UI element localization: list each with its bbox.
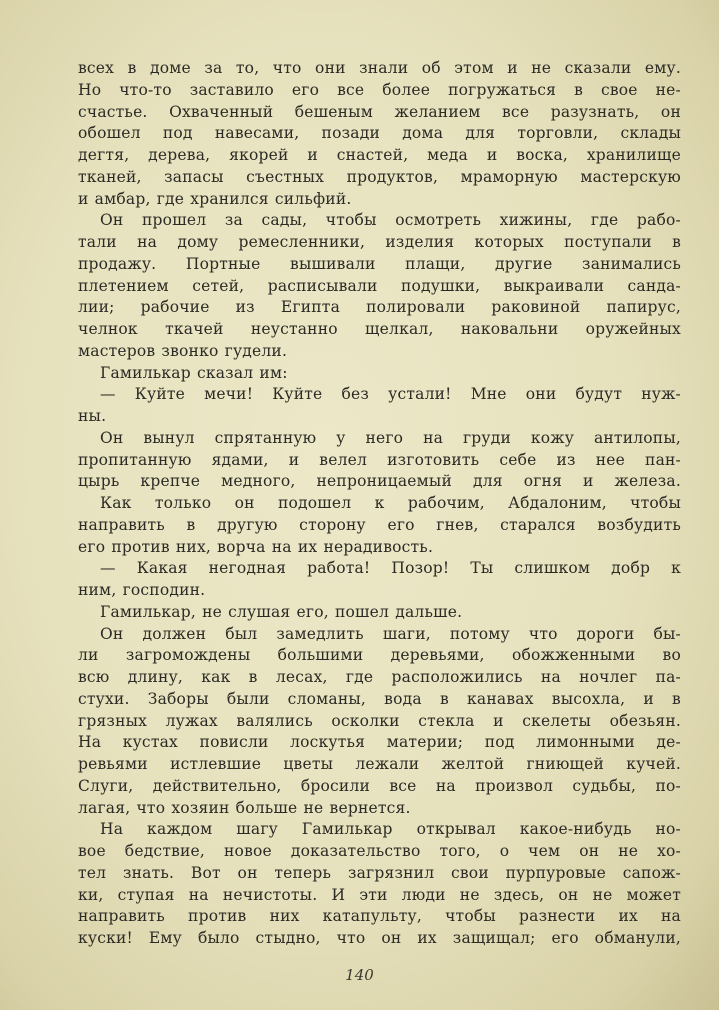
text-line: Гамилькар, не слушая его, пошел дальше. — [100, 602, 463, 621]
text-line: всю длину, как в лесах, где расположились на ночлег па- — [78, 668, 681, 686]
text-line: На кустах повисли лоскутья материи; под лимонными де- — [78, 733, 681, 752]
text-line: ним, господин. — [78, 581, 206, 599]
text-line: Он вынул спрятанную у него на груди кожу антилопы, — [100, 428, 681, 447]
text-line: ки, ступая на нечистоты. И эти люди не здесь, он не может — [78, 885, 681, 904]
text-line: обошел под навесами, позади дома для торговли, склады — [78, 124, 681, 143]
text-line: всех в доме за то, что они знали об этом и не сказали ему. — [78, 59, 681, 77]
text-line: стухи. Заборы были сломаны, вода в канавах высохла, и в — [78, 689, 681, 708]
text-line: мастеров звонко гудели. — [78, 341, 288, 360]
text-line: грязных лужах валялись осколки стекла и скелеты обезьян. — [78, 711, 681, 730]
text-line: челнок ткачей неустанно щелкал, наковальни оружейных — [78, 320, 681, 338]
text-line: Он должен был замедлить шаги, потому что дороги бы- — [100, 624, 681, 643]
text-line: плетением сетей, расписывали подушки, выкраивали санда- — [78, 276, 681, 295]
text-line: — Какая негодная работа! Позор! Ты слишком добр к — [100, 559, 681, 578]
text-line: и амбар, где хранился сильфий. — [78, 189, 352, 208]
text-line: ли загромождены большими деревьями, обожженными во — [78, 646, 681, 665]
text-line: куски! Ему было стыдно, что он их защищал; его обманули, — [78, 929, 681, 947]
text-line: Он прошел за сады, чтобы осмотреть хижины, где рабо- — [100, 211, 681, 230]
text-line: На каждом шагу Гамилькар открывал какое-нибудь но- — [100, 820, 681, 839]
text-line: тали на дому ремесленники, изделия которых поступали в — [78, 233, 681, 251]
page-number: 140 — [345, 966, 374, 984]
text-line: Гамилькар сказал им: — [100, 363, 288, 382]
text-line: — Куйте мечи! Куйте без устали! Мне они будут нуж- — [100, 385, 681, 404]
text-line: продажу. Портные вышивали плащи, другие занимались — [78, 254, 681, 273]
text-line: Как только он подошел к рабочим, Абдалоним, чтобы — [100, 494, 681, 512]
text-line: счастье. Охваченный бешеным желанием все разузнать, он — [78, 102, 681, 121]
page-text — [78, 58, 681, 950]
text-line: направить в другую сторону его гнев, старался возбудить — [78, 515, 681, 534]
text-line: лагая, что хозяин больше не вернется. — [78, 798, 411, 817]
text-line: дегтя, дерева, якорей и снастей, меда и воска, хранилище — [78, 146, 681, 164]
text-line: Но что-то заставило его все более погружаться в свое не- — [78, 80, 681, 99]
text-line: тканей, запасы съестных продуктов, мраморную мастерскую — [78, 167, 681, 186]
text-line: пропитанную ядами, и велел изготовить себе из нее пан- — [78, 450, 681, 469]
text-line: цырь крепче медного, непроницаемый для огня и железа. — [78, 472, 681, 491]
text-line: вое бедствие, новое доказательство того, о чем он не хо- — [78, 842, 681, 860]
text-line: тел знать. Вот он теперь загрязнил свои пурпуровые сапож- — [78, 863, 681, 882]
text-line: ны. — [78, 407, 107, 425]
text-line: лии; рабочие из Египта полировали раковиной папирус, — [78, 298, 681, 317]
text-line: направить против них катапульту, чтобы разнести их на — [78, 907, 681, 926]
text-line: Слуги, действительно, бросили все на произвол судьбы, по- — [78, 776, 681, 795]
text-line: ревьями истлевшие цветы лежали желтой гниющей кучей. — [78, 755, 681, 773]
text-line: его против них, ворча на их нерадивость. — [78, 537, 434, 556]
